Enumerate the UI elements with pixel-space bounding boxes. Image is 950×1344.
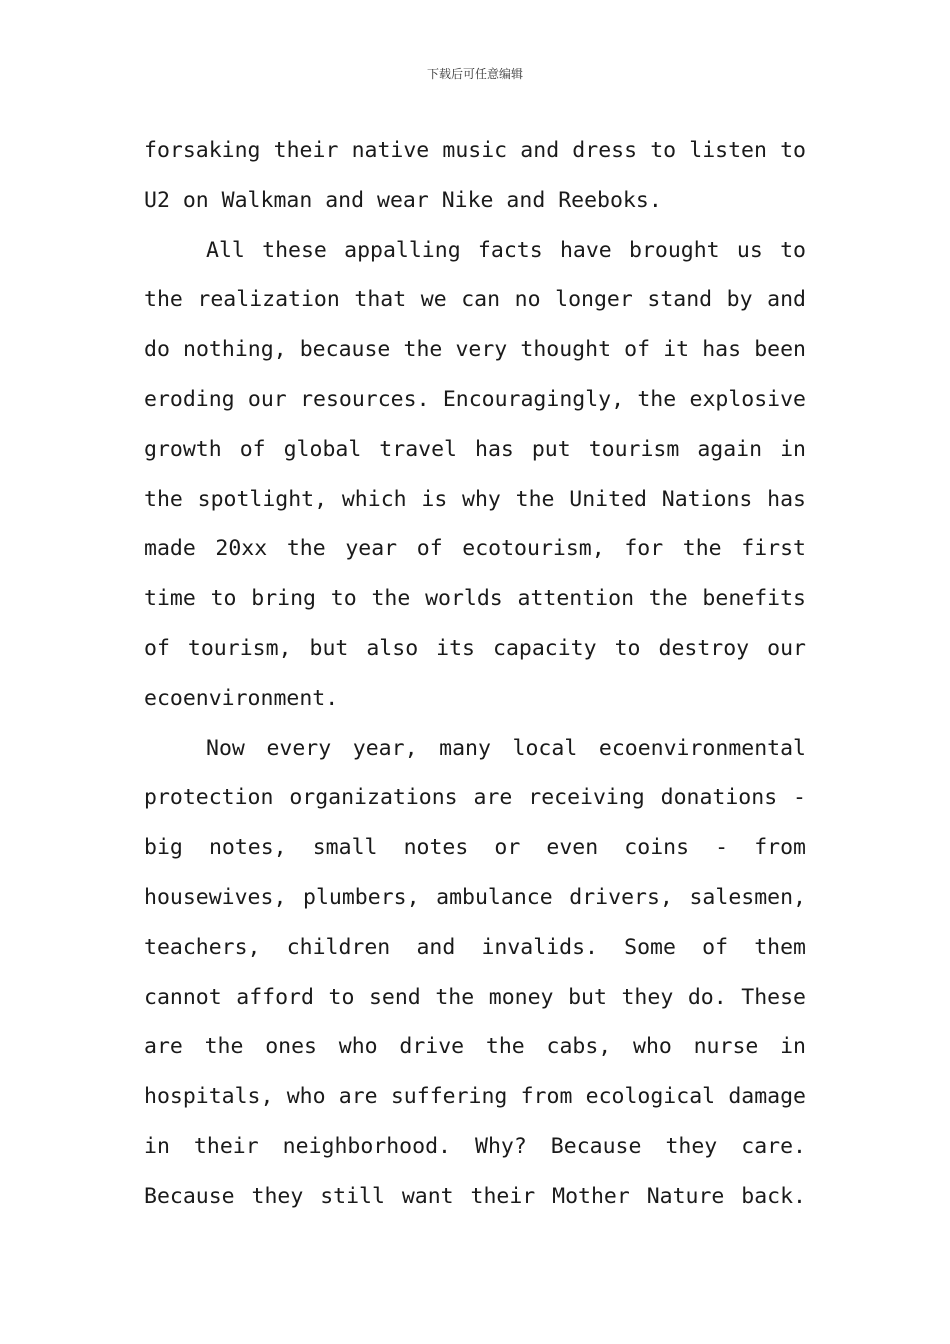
text-line: of tourism, but also its capacity to destroy our — [144, 635, 806, 661]
text-line: housewives, plumbers, ambulance drivers, salesmen, — [144, 884, 806, 910]
text-line: are the ones who drive the cabs, who nurse in — [144, 1034, 806, 1060]
text-line: All these appalling facts have brought us to — [206, 237, 806, 263]
text-line: made 20xx the year of ecotourism, for the first — [144, 536, 806, 562]
text-line: hospitals, who are suffering from ecological damage — [144, 1084, 806, 1110]
text-line: forsaking their native music and dress to listen to — [144, 138, 806, 163]
text-line: the spotlight, which is why the United Nations has — [144, 486, 806, 512]
text-line: teachers, children and invalids. Some of them — [144, 934, 806, 960]
text-line: eroding our resources. Encouragingly, the explosive — [144, 386, 806, 412]
text-line: growth of global travel has put tourism again in — [144, 436, 806, 462]
text-line: do nothing, because the very thought of it has been — [144, 337, 806, 363]
text-line: Because they still want their Mother Nature back. — [144, 1183, 806, 1209]
body-text — [144, 126, 806, 1222]
text-line: protection organizations are receiving donations - — [144, 785, 806, 811]
text-line: U2 on Walkman and wear Nike and Reeboks. — [144, 187, 662, 213]
text-line: ecoenvironment. — [144, 685, 339, 711]
text-line: cannot afford to send the money but they do. These — [144, 984, 806, 1010]
text-line: big notes, small notes or even coins - from — [144, 835, 806, 861]
text-line: Now every year, many local ecoenvironmental — [206, 735, 806, 761]
text-line: time to bring to the worlds attention the benefits — [144, 586, 806, 612]
text-line: the realization that we can no longer stand by and — [144, 287, 806, 313]
page-header-note: 下载后可任意编辑 — [426, 67, 523, 81]
text-line: in their neighborhood. Why? Because they care. — [144, 1133, 806, 1159]
